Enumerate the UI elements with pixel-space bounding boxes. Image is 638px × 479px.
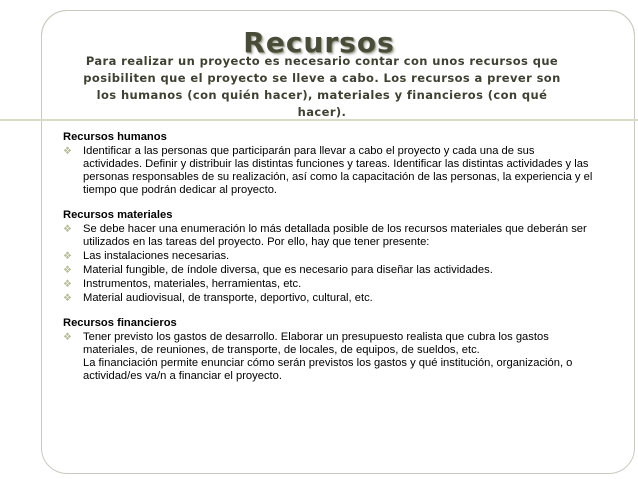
slide-title: Recursos <box>243 26 395 59</box>
section-recursos-materiales <box>63 209 593 305</box>
slide-subtitle: Para realizar un proyecto es necesario contar con unos recursos que posibiliten que el proyecto se lleve a cabo. Los recursos a prever son los humanos (con quién hacer), materiales y financieros (con qué hacer). <box>83 54 561 119</box>
list-item <box>63 223 593 249</box>
list-item-text: Material fungible, de índole diversa, que es necesario para diseñar las actividades. <box>83 264 493 276</box>
diamond-bullet-icon: ❖ <box>63 224 72 235</box>
list-item-text: Identificar a las personas que participarán para llevar a cabo el proyecto y cada una de sus actividades. Definir y distribuir las distintas funciones y tareas. Identificar las distintas actividades y las personas responsables de su realización, así como la capacitación de las personas, la experiencia y el tiempo que podrán dedicar al proyecto. <box>83 145 593 196</box>
list-item <box>63 331 593 383</box>
slide-content <box>63 131 593 395</box>
list-item-continuation: La financiación permite enunciar cómo serán previstos los gastos y qué institución, organización, o actividad/es va/n a financiar el proyecto. <box>83 357 573 382</box>
list-item-text: Las instalaciones necesarias. <box>83 250 230 262</box>
list-item <box>63 145 593 197</box>
list-item <box>63 278 593 291</box>
list-item-text: Instrumentos, materiales, herramientas, etc. <box>83 278 302 290</box>
diamond-bullet-icon: ❖ <box>63 279 72 290</box>
list-item-text: Se debe hacer una enumeración lo más detallada posible de los recursos materiales que deberán ser utilizados en las tareas del proyecto. Por ello, hay que tener presente: <box>83 223 587 248</box>
section-recursos-financieros <box>63 317 593 383</box>
diamond-bullet-icon: ❖ <box>63 146 72 157</box>
bullet-list <box>63 331 593 383</box>
section-recursos-humanos <box>63 131 593 197</box>
list-item-text: Tener previsto los gastos de desarrollo. Elaborar un presupuesto realista que cubra los gastos materiales, de reuniones, de transporte, de locales, de equipos, de sueldos, etc. <box>83 331 549 356</box>
diamond-bullet-icon: ❖ <box>63 251 72 262</box>
diamond-bullet-icon: ❖ <box>63 265 72 276</box>
list-item <box>63 264 593 277</box>
section-heading: Recursos humanos <box>63 131 167 143</box>
diamond-bullet-icon: ❖ <box>63 293 72 304</box>
list-item <box>63 250 593 263</box>
diamond-bullet-icon: ❖ <box>63 332 72 343</box>
list-item-text: Material audiovisual, de transporte, deportivo, cultural, etc. <box>83 292 373 304</box>
bullet-list <box>63 223 593 305</box>
bullet-list <box>63 145 593 197</box>
list-item <box>63 292 593 305</box>
section-heading: Recursos financieros <box>63 317 177 329</box>
section-heading: Recursos materiales <box>63 209 173 221</box>
